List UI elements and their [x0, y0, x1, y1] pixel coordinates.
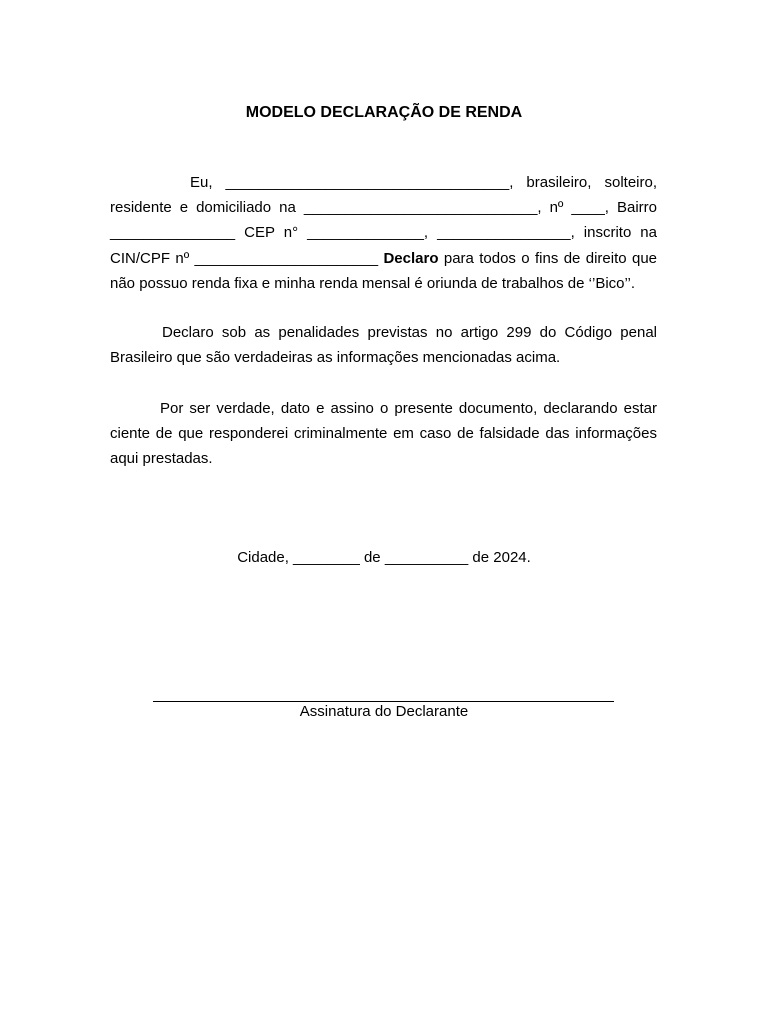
penalty-text: Declaro sob as penalidades previstas no artigo 299 do Código penal Brasileiro que são verdadeiras as informações mencionadas acima. [110, 324, 657, 367]
signature-line [153, 701, 614, 702]
truth-paragraph [110, 396, 657, 472]
declaration-paragraph [110, 170, 657, 296]
date-line: Cidade, ________ de __________ de 2024. [237, 549, 531, 566]
declaration-text-end: para todos o fins de direito que não possuo renda fixa e minha renda mensal é oriunda de trabalhos de ‘’Bico’’. [110, 249, 658, 292]
penalty-paragraph [110, 320, 657, 370]
truth-text: Por ser verdade, dato e assino o presente documento, declarando estar ciente de que responderei criminalmente em caso de falsidade das informações aqui prestadas. [110, 400, 657, 468]
document-title: MODELO DECLARAÇÃO DE RENDA [245, 104, 523, 121]
signature-label: Assinatura do Declarante [299, 703, 469, 720]
declaration-text-start: Eu, __________________________________, brasileiro, solteiro, residente e domiciliado na ____________________________, nº ____, Bairro _______________ CEP n° ______________, ________________, inscrito na CIN/CPF nº ______________________ [110, 174, 657, 267]
declaro-bold-text: Declaro [383, 249, 439, 267]
